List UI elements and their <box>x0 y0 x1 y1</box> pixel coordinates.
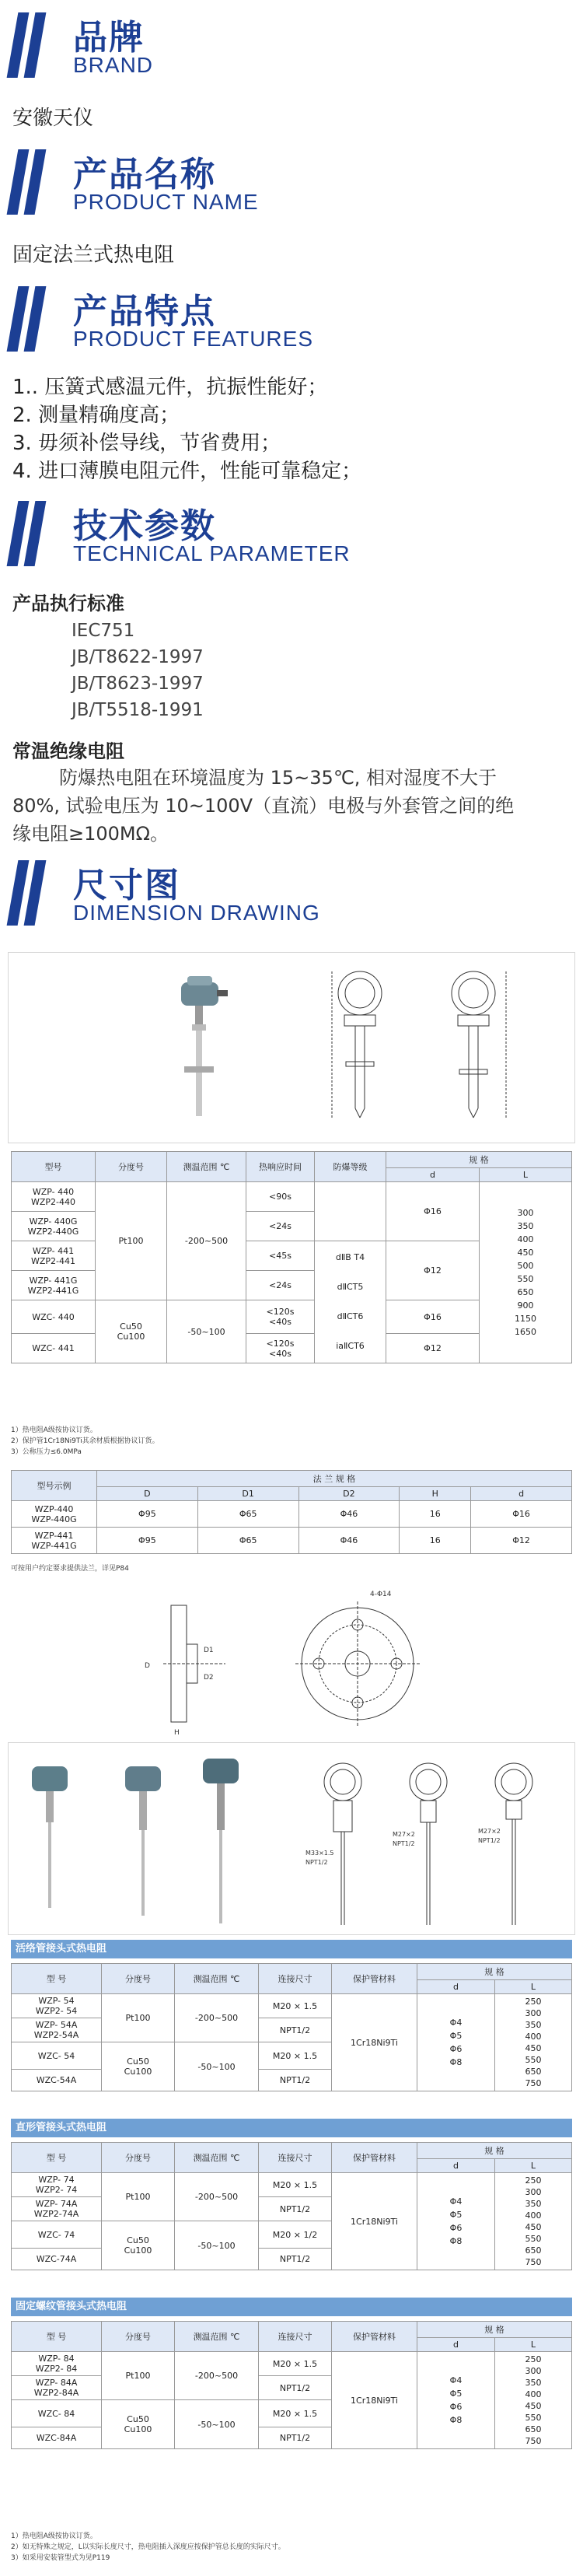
col-header: 分度号 <box>96 1152 167 1182</box>
flange-drawing <box>140 1582 466 1738</box>
table-cell: WZC-84A <box>12 2427 102 2449</box>
col-header: 连接尺寸 <box>259 2143 332 2173</box>
col-header: d <box>417 1980 495 1994</box>
table-cell: Φ65 <box>197 1528 298 1554</box>
col-header: 规 格 <box>417 1964 572 1980</box>
features-header <box>11 282 571 356</box>
section-title: 活络管接头式热电阻 <box>11 1940 572 1958</box>
table-cell: <45s <box>246 1241 315 1271</box>
table-cell: WZP- 441 WZP2-441 <box>12 1241 96 1271</box>
table-cell: WZP- 440 WZP2-440 <box>12 1182 96 1212</box>
table-cell: <24s <box>246 1271 315 1300</box>
table-cell: Φ12 <box>471 1528 572 1554</box>
table-cell: Pt100 <box>102 1994 175 2042</box>
features-list <box>12 373 361 485</box>
col-header: d <box>417 2159 495 2173</box>
col-header: L <box>495 2338 572 2352</box>
table-cell: 250 300 350 400 450 550 650 750 <box>495 2173 572 2270</box>
bar-icon <box>11 12 51 78</box>
standard-title: 产品执行标准 <box>12 593 124 614</box>
col-header: 测温范围 ℃ <box>175 1964 259 1994</box>
table-cell: WZP-441 WZP-441G <box>12 1528 97 1554</box>
dimension-title-cn: 尺寸图 <box>73 866 180 905</box>
col-header: L <box>495 2159 572 2173</box>
table-cell: dⅡB T4 dⅡCT5 dⅡCT6 iaⅡCT6 <box>315 1241 386 1363</box>
col-header: 规 格 <box>386 1152 572 1168</box>
table-cell: NPT1/2 <box>259 2376 332 2400</box>
table-cell: WZP- 54 WZP2- 54 <box>12 1994 102 2018</box>
standard-item: IEC751 <box>72 621 135 641</box>
col-header: H <box>400 1487 471 1501</box>
table-cell: WZP- 441G WZP2-441G <box>12 1271 96 1300</box>
insulation-text <box>12 764 514 848</box>
section-title: 直形管接头式热电阻 <box>11 2119 572 2137</box>
table-cell: Pt100 <box>102 2352 175 2400</box>
table-cell: Φ4 Φ5 Φ6 Φ8 <box>417 2352 495 2449</box>
table-cell: <120s <40s <box>246 1300 315 1334</box>
table-cell: Φ95 <box>97 1501 198 1528</box>
table-cell: WZP- 84A WZP2-84A <box>12 2376 102 2400</box>
notes-bottom: 1）热电阻A级按协议订货。 2）如无特殊之规定，L以实际长度尺寸，热电阻插入深度应按保护管总长度的实际尺寸。 3）如采用安装管型式为见P119 <box>11 2532 285 2562</box>
feature-item: 1.. 压簧式感温元件，抗振性能好； <box>12 376 328 399</box>
table-cell: WZC-54A <box>12 2070 102 2091</box>
table-cell: WZC- 74 <box>12 2221 102 2249</box>
col-header: 规 格 <box>417 2143 572 2159</box>
features-title-en: PRODUCT FEATURES <box>73 327 313 351</box>
table-cell: Φ46 <box>298 1501 400 1528</box>
product-photo <box>181 976 228 1116</box>
flange-label: D <box>145 1662 150 1670</box>
feature-item: 3. 毋须补偿导线，节省费用； <box>12 432 281 455</box>
section-title: 固定螺纹管接头式热电阻 <box>11 2298 572 2316</box>
dimension-header <box>11 856 571 930</box>
table-cell: 16 <box>400 1528 471 1554</box>
table-cell: WZC- 441 <box>12 1334 96 1363</box>
insulation-line: 防爆热电阻在环境温度为 15~35℃, 相对湿度不大于 <box>59 767 497 789</box>
tech-title-en: TECHNICAL PARAMETER <box>73 541 351 565</box>
features-title-cn: 产品特点 <box>73 292 216 331</box>
col-header: 连接尺寸 <box>259 1964 332 1994</box>
spec-table-1 <box>11 1151 572 1363</box>
col-header: 热响应时间 <box>246 1152 315 1182</box>
col-header: 保护管材料 <box>332 2143 417 2173</box>
bar-icon <box>11 286 51 352</box>
table-cell: M20 × 1.5 <box>259 2042 332 2070</box>
bar-icon <box>11 860 51 926</box>
table-cell: Φ12 <box>386 1241 480 1300</box>
table-cell: -50~100 <box>175 2400 259 2449</box>
drawing-label: NPT1/2 <box>478 1837 501 1844</box>
flange-label: D1 <box>204 1647 214 1654</box>
table-cell: WZC- 84 <box>12 2400 102 2427</box>
table-cell: M20 × 1/2 <box>259 2221 332 2249</box>
table-cell: Cu50 Cu100 <box>96 1300 167 1363</box>
section-spec-table <box>11 1963 572 2091</box>
standard-item: JB/T5518-1991 <box>72 700 204 720</box>
table-cell: Φ65 <box>197 1501 298 1528</box>
brand-title-en: BRAND <box>73 53 154 77</box>
col-header: D <box>97 1487 198 1501</box>
flange-table <box>11 1470 572 1554</box>
col-header: 型 号 <box>12 1964 102 1994</box>
col-header: 保护管材料 <box>332 2322 417 2352</box>
table-cell: Φ16 <box>471 1501 572 1528</box>
table-cell: Cu50 Cu100 <box>102 2042 175 2091</box>
col-header: d <box>471 1487 572 1501</box>
col-header: 连接尺寸 <box>259 2322 332 2352</box>
table-cell: Φ4 Φ5 Φ6 Φ8 <box>417 1994 495 2091</box>
table-cell: Cu50 Cu100 <box>102 2400 175 2449</box>
table-cell: <24s <box>246 1212 315 1241</box>
note-2: 可按用户约定要求提供法兰，详见P84 <box>11 1565 129 1573</box>
table-cell: M20 × 1.5 <box>259 2173 332 2197</box>
product-photos <box>9 1743 574 1934</box>
technical-drawing-a <box>332 971 382 1118</box>
table-cell: M20 × 1.5 <box>259 1994 332 2018</box>
table-cell: WZP- 54A WZP2-54A <box>12 2018 102 2042</box>
bar-icon <box>11 149 51 215</box>
brand-title-cn: 品牌 <box>73 18 145 58</box>
insulation-title: 常温绝缘电阻 <box>12 740 124 762</box>
table-cell: NPT1/2 <box>259 2070 332 2091</box>
table-cell: 1Cr18Ni9Ti <box>332 2173 417 2270</box>
tech-header <box>11 496 571 571</box>
section-spec-table <box>11 2142 572 2270</box>
table-cell: Pt100 <box>102 2173 175 2221</box>
table-cell: M20 × 1.5 <box>259 2352 332 2376</box>
table-cell: Φ16 <box>386 1300 480 1334</box>
drawing-label: M27×2 <box>393 1831 415 1838</box>
notes-1: 1）热电阻A级按协议订货。 2）保护管1Cr18Ni9Ti其余材质根据协议订货。 3）公称压力≤6.0MPa <box>11 1426 159 1456</box>
standard-list <box>72 618 204 723</box>
drawing-label: M33×1.5 <box>305 1850 334 1857</box>
table-cell: Φ95 <box>97 1528 198 1554</box>
col-header: d <box>417 2338 495 2352</box>
table-cell: Φ16 <box>386 1182 480 1241</box>
standard-item: JB/T8623-1997 <box>72 674 204 694</box>
flange-label: H <box>174 1729 180 1737</box>
col-header: 型 号 <box>12 2143 102 2173</box>
product-name-title-cn: 产品名称 <box>73 155 216 194</box>
col-header: 测温范围 ℃ <box>167 1152 246 1182</box>
col-header: 型号 <box>12 1152 96 1182</box>
table-cell: WZP-440 WZP-440G <box>12 1501 97 1528</box>
col-header: 分度号 <box>102 2322 175 2352</box>
table-cell: NPT1/2 <box>259 2197 332 2221</box>
thermal-resistor-drawing <box>9 953 574 1143</box>
table-cell: <120s <40s <box>246 1334 315 1363</box>
table-cell: 250 300 350 400 450 550 650 750 <box>495 2352 572 2449</box>
table-cell: M20 × 1.5 <box>259 2400 332 2427</box>
flange-label: 4-Φ14 <box>370 1591 392 1598</box>
col-header: L <box>495 1980 572 1994</box>
feature-item: 2. 测量精确度高； <box>12 404 180 427</box>
product-name-title-en: PRODUCT NAME <box>73 190 259 214</box>
table-cell: 1Cr18Ni9Ti <box>332 1994 417 2091</box>
flange-label: D2 <box>204 1674 214 1682</box>
col-header: 分度号 <box>102 1964 175 1994</box>
col-header: 分度号 <box>102 2143 175 2173</box>
product-photo <box>203 1759 239 1923</box>
product-name-value: 固定法兰式热电阻 <box>12 243 175 267</box>
table-cell: -50~100 <box>167 1300 246 1363</box>
table-cell: -50~100 <box>175 2221 259 2270</box>
col-header: L <box>480 1168 572 1182</box>
table-cell: WZP- 84 WZP2- 84 <box>12 2352 102 2376</box>
table-cell: Cu50 Cu100 <box>102 2221 175 2270</box>
brand-value: 安徽天仪 <box>12 107 94 130</box>
table-cell: -200~500 <box>167 1182 246 1300</box>
table-cell: NPT1/2 <box>259 2018 332 2042</box>
technical-drawing-b <box>452 971 506 1118</box>
technical-drawing-e <box>495 1763 532 1925</box>
table-cell: -200~500 <box>175 2173 259 2221</box>
dimension-title-en: DIMENSION DRAWING <box>73 901 320 925</box>
table-cell: WZP- 440G WZP2-440G <box>12 1212 96 1241</box>
technical-drawing-c <box>324 1763 361 1925</box>
table-cell: WZC- 54 <box>12 2042 102 2070</box>
table-cell: WZC-74A <box>12 2249 102 2270</box>
drawing-label: M27×2 <box>478 1828 501 1835</box>
table-cell: NPT1/2 <box>259 2427 332 2449</box>
drawing-label: NPT1/2 <box>305 1859 328 1866</box>
table-cell: Pt100 <box>96 1182 167 1300</box>
table-cell: WZP- 74A WZP2-74A <box>12 2197 102 2221</box>
product-name-header <box>11 145 571 219</box>
table-cell: WZC- 440 <box>12 1300 96 1334</box>
bar-icon <box>11 501 51 566</box>
table-cell: -200~500 <box>175 1994 259 2042</box>
table-cell: Φ46 <box>298 1528 400 1554</box>
table-cell: 300 350 400 450 500 550 650 900 1150 1650 <box>480 1182 572 1363</box>
table-cell: 1Cr18Ni9Ti <box>332 2352 417 2449</box>
table-cell: Φ12 <box>386 1334 480 1363</box>
dimension-drawing-1 <box>8 952 575 1143</box>
table-cell: 16 <box>400 1501 471 1528</box>
product-photo <box>32 1766 68 1908</box>
tech-title-cn: 技术参数 <box>73 506 216 546</box>
col-header: 型号示例 <box>12 1471 97 1501</box>
feature-item: 4. 进口薄膜电阻元件，性能可靠稳定； <box>12 460 362 483</box>
drawing-label: NPT1/2 <box>393 1840 415 1847</box>
table-cell: WZP- 74 WZP2- 74 <box>12 2173 102 2197</box>
col-header: 保护管材料 <box>332 1964 417 1994</box>
insulation-line: 缘电阻≥100MΩ。 <box>12 823 169 845</box>
col-header: 型 号 <box>12 2322 102 2352</box>
col-header: D1 <box>197 1487 298 1501</box>
table-cell: 250 300 350 400 450 550 650 750 <box>495 1994 572 2091</box>
insulation-line: 80%, 试验电压为 10~100V（直流）电极与外套管之间的绝 <box>12 795 515 817</box>
section-spec-table <box>11 2321 572 2449</box>
col-header: 法 兰 规 格 <box>97 1471 572 1487</box>
product-photo <box>125 1766 161 1916</box>
table-cell <box>315 1182 386 1241</box>
standard-item: JB/T8622-1997 <box>72 647 204 667</box>
col-header: D2 <box>298 1487 400 1501</box>
table-cell: Φ4 Φ5 Φ6 Φ8 <box>417 2173 495 2270</box>
table-cell: <90s <box>246 1182 315 1212</box>
col-header: d <box>386 1168 480 1182</box>
table-cell: -50~100 <box>175 2042 259 2091</box>
table-cell: NPT1/2 <box>259 2249 332 2270</box>
col-header: 测温范围 ℃ <box>175 2143 259 2173</box>
col-header: 防爆等级 <box>315 1152 386 1182</box>
col-header: 测温范围 ℃ <box>175 2322 259 2352</box>
col-header: 规 格 <box>417 2322 572 2338</box>
technical-drawing-d <box>410 1763 447 1925</box>
brand-header <box>11 8 571 82</box>
table-cell: -200~500 <box>175 2352 259 2400</box>
dimension-drawing-2 <box>8 1742 575 1935</box>
